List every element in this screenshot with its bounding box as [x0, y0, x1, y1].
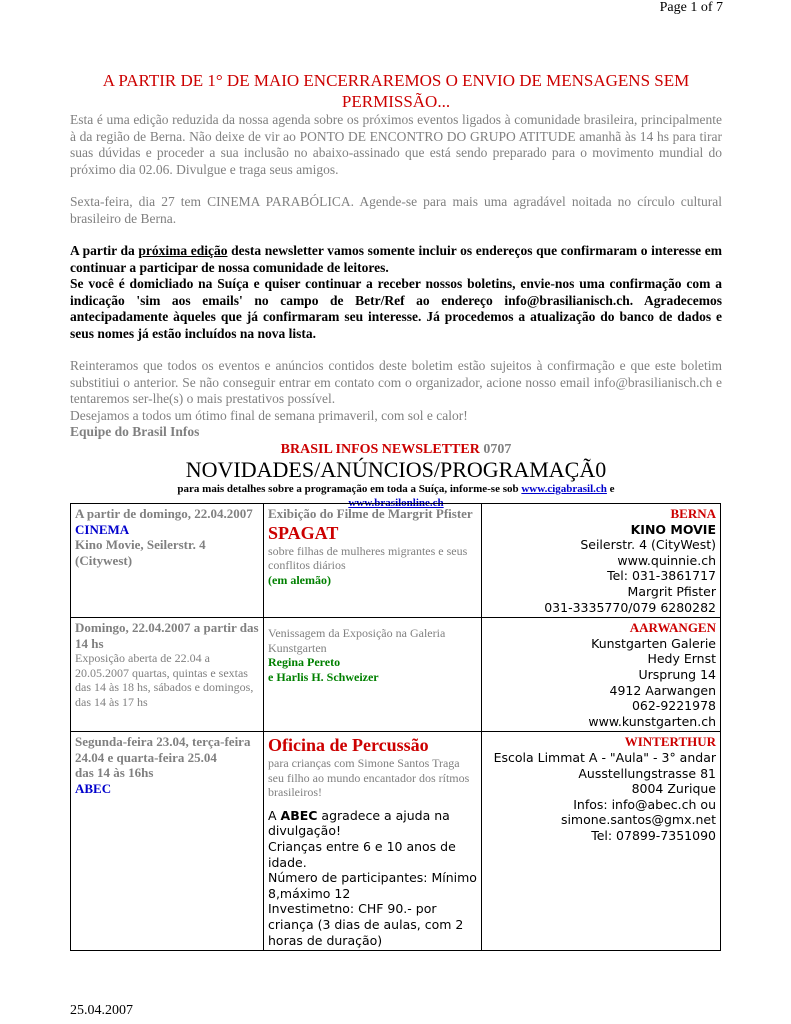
- event-city: AARWANGEN: [629, 620, 716, 636]
- contact-line: Escola Limmat A - "Aula" - 3° andar: [493, 749, 716, 765]
- thanks-text: A: [268, 807, 281, 823]
- intro-paragraph: Esta é uma edição reduzida da nossa agenda sobre os próximos eventos ligados à comunidade brasileira, principalmente à da região de Berna. Não deixe de vir ao PONTO DE ENCONTRO DO GRUPO ATITUDE amanhã às 14 hs para tirar suas dúvidas e proceder a sua inclusão no abaixo-assinado que está sendo preparado para o movimento mundial do próximo dia 02.06. Divulgue e traga seus amigos.: [70, 112, 722, 177]
- notice-text-cont: desta newsletter vamos somente incluir os endereços que confirmaram o interesse em continuar a participar de nossa comunidade de leitores.: [70, 243, 722, 275]
- event-desc-cell: [264, 618, 482, 732]
- thanks-text-cont: agradece a ajuda na divulgação!: [268, 807, 450, 839]
- event-when-cell: [71, 618, 264, 732]
- contact-line: KINO MOVIE: [630, 521, 716, 537]
- event-artist: Regina Pereto: [268, 655, 341, 670]
- events-table: [70, 503, 721, 951]
- event-note: (em alemão): [268, 572, 331, 587]
- event-description: Venissagem da Exposição na Galeria Kunstgarten: [268, 626, 446, 655]
- table-row: [71, 618, 721, 732]
- signature: Equipe do Brasil Infos: [70, 424, 200, 439]
- headline: A PARTIR DE 1° DE MAIO ENCERRAREMOS O ENVIO DE MENSAGENS SEM PERMISSÃO...: [102, 71, 690, 111]
- event-description: para crianças com Simone Santos Traga seu filho ao mundo encantador dos rítmos brasileiros!: [268, 756, 470, 800]
- notice-paragraph-1: [70, 243, 722, 276]
- contact-line: Hedy Ernst: [647, 651, 716, 667]
- newsletter-name: BRASIL INFOS NEWSLETTER: [280, 441, 480, 457]
- footer-date: 25.04.2007: [70, 1003, 133, 1018]
- notice-paragraph-2: Se você é domicliado na Suíça e quiser continuar a receber nossos boletins, envie-nos uma confirmação com a indicação 'sim aos emails' no campo de Betr/Ref ao endereço info@brasilianisch.ch. Agradecemos antecipadamente àqueles que já confirmaram seu interesse. Já procedemos a atualização do banco de dados e seus nomes já estão incluídos na nova lista.: [70, 276, 722, 341]
- event-date: Segunda-feira 23.04, terça-feira 24.04 e quarta-feira 25.04: [75, 734, 251, 765]
- newsletter-label: [70, 442, 722, 458]
- event-participants: Número de participantes: Mínimo 8,máximo 12: [268, 870, 477, 901]
- event-contact-cell: [482, 618, 721, 732]
- table-row: [71, 504, 721, 618]
- event-organizer: ABEC: [75, 780, 112, 796]
- event-description: sobre filhas de mulheres migrantes e seus conflitos diários: [268, 543, 468, 572]
- notice-block: [70, 243, 722, 342]
- wishes: Desejamos a todos um ótimo final de semana primaveril, com sol e calor!: [70, 407, 468, 423]
- contact-line: 8004 Zurique: [631, 781, 716, 797]
- contact-line: Margrit Pfister: [627, 583, 716, 599]
- event-price: Investimetno: CHF 90.- por criança (3 dias de aulas, com 2 horas de duração): [268, 901, 464, 948]
- contact-line: www.kunstgarten.ch: [588, 713, 716, 729]
- contact-line: Tel: 031-3861717: [607, 568, 716, 584]
- event-when-cell: [71, 504, 264, 618]
- disclaimer: Reinteramos que todos os eventos e anúncios contidos deste boletim estão sujeitos à confirmação e que este boletim substitiui o anterior. Se não conseguir entrar em contato com o organizador, acione nosso email info@brasilianisch.ch e tentaremos ser-lhe(s) o mais prestativos possível.: [70, 358, 722, 406]
- event-title: SPAGAT: [268, 522, 339, 543]
- newsletter-number: 0707: [483, 441, 512, 457]
- brasilonline-link[interactable]: www.brasilonline.ch: [348, 496, 444, 509]
- event-intro: Exibição do Filme de Margrit Pfister: [268, 506, 473, 521]
- contact-line: 062-9221978: [631, 698, 716, 714]
- contact-line: Ursprung 14: [638, 666, 716, 682]
- event-when-cell: [71, 732, 264, 951]
- table-row: [71, 732, 721, 951]
- contact-line: 031-3335770/079 6280282: [544, 599, 716, 615]
- cigabrasil-link[interactable]: www.cigabrasil.ch: [521, 482, 607, 495]
- notice-text: A partir da: [70, 243, 139, 258]
- contact-line: Ausstellungstrasse 81: [578, 765, 716, 781]
- event-category: CINEMA: [75, 521, 130, 537]
- details-text: para mais detalhes sobre a programação em toda a Suíça, informe-se sob: [177, 482, 522, 495]
- event-thanks: [268, 808, 477, 839]
- event-artist: e Harlis H. Schweizer: [268, 669, 379, 684]
- event-ages: Crianças entre 6 e 10 anos de idade.: [268, 839, 456, 870]
- contact-line: 4912 Aarwangen: [609, 682, 716, 698]
- event-date: A partir de domingo, 22.04.2007: [75, 506, 253, 521]
- details-and: e: [606, 482, 615, 495]
- contact-line: Tel: 07899-7351090: [591, 827, 716, 843]
- contact-line: Kunstgarten Galerie: [591, 635, 716, 651]
- event-title: Oficina de Percussão: [268, 735, 429, 756]
- contact-line: simone.santos@gmx.net: [560, 812, 716, 828]
- event-desc-cell: [264, 504, 482, 618]
- cinema-note: Sexta-feira, dia 27 tem CINEMA PARABÓLICA. Agende-se para mais uma agradável noitada no círculo cultural brasileiro de Berna.: [70, 194, 722, 226]
- section-title: NOVIDADES/ANÚNCIOS/PROGRAMAÇÃ0: [185, 456, 607, 482]
- event-desc-cell: [264, 732, 482, 951]
- contact-line: Seilerstr. 4 (CityWest): [580, 537, 716, 553]
- page-number: Page 1 of 7: [659, 0, 723, 15]
- event-date: Domingo, 22.04.2007 a partir das 14 hs: [75, 620, 259, 651]
- event-schedule: Exposição aberta de 22.04 a 20.05.2007 quartas, quintas e sextas das 14 às 18 hs, sábados e domingos, das 14 às 17 hs: [75, 651, 254, 709]
- event-city: WINTERTHUR: [624, 734, 716, 750]
- event-contact-cell: [482, 732, 721, 951]
- event-venue: Kino Movie, Seilerstr. 4 (Citywest): [75, 537, 206, 568]
- contact-line: www.quinnie.ch: [617, 552, 716, 568]
- next-edition-link[interactable]: próxima edição: [138, 243, 228, 258]
- contact-line: Infos: info@abec.ch ou: [573, 796, 716, 812]
- event-city: BERNA: [670, 506, 716, 521]
- event-contact-cell: [482, 504, 721, 618]
- newsletter-intro: [70, 70, 722, 510]
- thanks-org: ABEC: [280, 807, 318, 823]
- event-time: das 14 às 16hs: [75, 765, 154, 781]
